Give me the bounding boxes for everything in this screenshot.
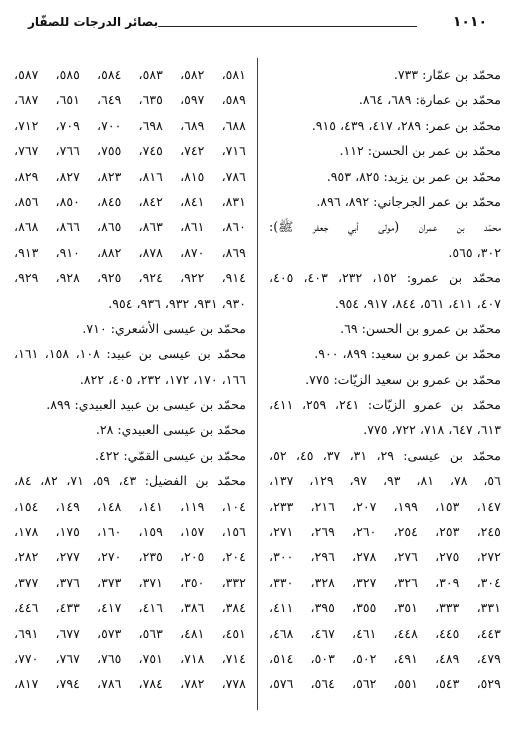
- book-title: بصائر الدرجات للصفّار: [28, 15, 159, 29]
- index-line: ٤٠٧، ٤١١، ٥٦١، ٨٤٤، ٩١٧، ٩٥٤.: [334, 295, 501, 311]
- index-line: ٩٣٠، ٩٣١، ٩٣٢، ٩٣٦، ٩٥٤.: [108, 295, 246, 311]
- index-line: محمّد بن عيسى الأشعري: ٧١٠.: [82, 320, 246, 336]
- index-line: ٣٠٤، ٣٠٩، ٣٢٦، ٣٢٧، ٣٢٨، ٣٣٠،: [269, 574, 501, 590]
- index-line: ٨٦٩، ٨٧٠، ٨٧٨، ٨٨٢، ٩١٠، ٩١٣،: [14, 244, 246, 260]
- index-line: محمّد بن عيسى: ٢٩، ٣١، ٣٧، ٤٥، ٥٢،: [269, 447, 501, 463]
- index-line: ٦٨٨، ٦٨٩، ٦٩٨، ٧٠٠، ٧٠٩، ٧١٢،: [14, 117, 246, 133]
- index-line: محمّد بن عمر بن يزيد: ٨٢٥، ٩٥٣.: [326, 168, 501, 184]
- index-line: محمّد بن عمرو بن الحسن: ٦٩.: [340, 320, 501, 336]
- index-line: ٢٠٤، ٢٠٥، ٢٣٥، ٢٧٠، ٢٧٧، ٢٨٢،: [14, 549, 246, 565]
- index-line: ٣٠٢، ٥٦٥.: [448, 244, 501, 260]
- index-line: ١٠٤، ١١٩، ١٤١، ١٤٨، ١٤٩، ١٥٤،: [14, 498, 246, 514]
- index-line: ٥٨٩، ٥٩٧، ٦٣٥، ٦٤٩، ٦٥١، ٦٨٧،: [14, 92, 246, 108]
- index-line: محمّد بن عمران (مولى أبي جعفر ﷺ):: [269, 219, 501, 235]
- index-line: ٥٢٩، ٥٤٣، ٥٥١، ٥٦٢، ٥٦٤، ٥٧٦،: [269, 676, 501, 692]
- index-line: محمّد بن عيسى بن عبيد العبيدي: ٨٩٩.: [46, 397, 246, 413]
- index-line: ٥٦، ٧٨، ٨١، ٩٣، ٩٧، ١٢٩، ١٣٧،: [269, 473, 501, 489]
- index-line: محمّد بن عمر: ٢٨٩، ٤١٧، ٤٣٩، ٩١٥.: [311, 117, 501, 133]
- index-line: ٥٨١، ٥٨٢، ٥٨٣، ٥٨٤، ٥٨٥، ٥٨٧،: [14, 67, 246, 82]
- index-line: محمّد بن عمرو: ١٥٢، ٢٣٢، ٤٠٣، ٤٠٥،: [269, 270, 501, 286]
- index-line: ١٦٦، ١٧٠، ١٧٢، ٢٣٢، ٤٠٥، ٨٢٢.: [79, 371, 246, 387]
- index-line: ٤٤٣، ٤٤٥، ٤٤٨، ٤٦١، ٤٦٧، ٤٦٨،: [269, 625, 501, 641]
- column-divider: [257, 58, 258, 710]
- index-line: ٢٧٢، ٢٧٥، ٢٧٦، ٢٧٨، ٢٩٦، ٣٠٠،: [269, 549, 501, 565]
- right-column: [269, 62, 501, 697]
- index-line: محمّد بن عمرو بن سعيد: ٨٩٩، ٩٠٠.: [314, 346, 501, 362]
- index-line: ٢٤٥، ٢٥٣، ٢٥٤، ٢٦٠، ٢٦٩، ٢٧١،: [269, 524, 501, 540]
- index-line: محمّد بن عمّار: ٧٣٣.: [393, 67, 501, 82]
- index-line: ٣٣١، ٣٣٣، ٣٥١، ٣٥٥، ٣٩٥، ٤١١،: [269, 600, 501, 616]
- index-line: ٨٣١، ٨٤١، ٨٤٢، ٨٤٥، ٨٥٠، ٨٥٦،: [14, 193, 246, 209]
- index-line: ٦١٣، ٦٤٧، ٧١٨، ٧٢٢، ٧٧٥.: [363, 422, 501, 438]
- index-line: محمّد بن عمر بن الحسن: ١١٢.: [339, 143, 501, 159]
- page-number: ١٠١٠: [452, 14, 487, 30]
- index-line: ٤٧٩، ٤٨٩، ٤٩١، ٥٠٢، ٥٠٣، ٥١٤،: [269, 650, 501, 666]
- index-line: ٧١٦، ٧٤٢، ٧٤٥، ٧٥٥، ٧٦٦، ٧٦٧،: [14, 143, 246, 159]
- index-line: محمّد بن عيسى القمّي: ٤٢٢.: [95, 447, 246, 463]
- header-rule: [158, 26, 417, 27]
- index-line: محمّد بن عمارة: ٦٨٩، ٨٦٤.: [358, 92, 501, 108]
- index-line: ٨٦٠، ٨٦١، ٨٦٣، ٨٦٥، ٨٦٦، ٨٦٨،: [14, 219, 246, 235]
- index-line: محمّد بن عمر الجرجاني: ٨٩٢، ٨٩٦.: [316, 193, 501, 209]
- index-line: ٧٨٦، ٨١٥، ٨١٦، ٨٢٣، ٨٢٧، ٨٢٩،: [14, 168, 246, 184]
- index-line: محمّد بن عيسى بن عبيد: ١٠٨، ١٥٨، ١٦١،: [14, 346, 246, 362]
- index-line: محمّد بن عمرو بن سعيد الزيّات: ٧٧٥.: [305, 371, 501, 387]
- index-line: ٧٧٨، ٧٨٢، ٧٨٤، ٧٨٦، ٧٩٤، ٨١٧،: [14, 676, 246, 692]
- index-line: ٣٣٢، ٣٥٠، ٣٧١، ٣٧٣، ٣٧٦، ٣٧٧،: [14, 574, 246, 590]
- running-header: [28, 14, 487, 36]
- left-column: [14, 62, 246, 697]
- index-line: ٧١٤، ٧١٨، ٧٥١، ٧٦٥، ٧٦٧، ٧٧٠،: [14, 650, 246, 666]
- index-line: محمّد بن الفضيل: ٤٣، ٥٩، ٧١، ٨٢، ٨٤،: [14, 473, 246, 489]
- index-line: ٣٨٤، ٣٨٦، ٤١٦، ٤١٧، ٤٣٣، ٤٤٦،: [14, 600, 246, 616]
- index-line: ١٤٧، ١٥٣، ١٩٩، ٢٠٧، ٢١٦، ٢٣٣،: [269, 498, 501, 514]
- index-line: محمّد بن عمرو الزيّات: ٢٤١، ٢٥٩، ٤١١،: [269, 397, 501, 413]
- index-line: ٩١٤، ٩٢٢، ٩٢٤، ٩٢٥، ٩٢٨، ٩٢٩،: [14, 270, 246, 286]
- index-line: ٤٥١، ٤٨١، ٥٦٣، ٥٧٣، ٦٧٧، ٦٩١،: [14, 625, 246, 641]
- index-line: ١٥٦، ١٥٧، ١٥٩، ١٦٠، ١٧٥، ١٧٨،: [14, 524, 246, 540]
- index-line: محمّد بن عيسى العبيدي: ٢٨.: [95, 422, 246, 438]
